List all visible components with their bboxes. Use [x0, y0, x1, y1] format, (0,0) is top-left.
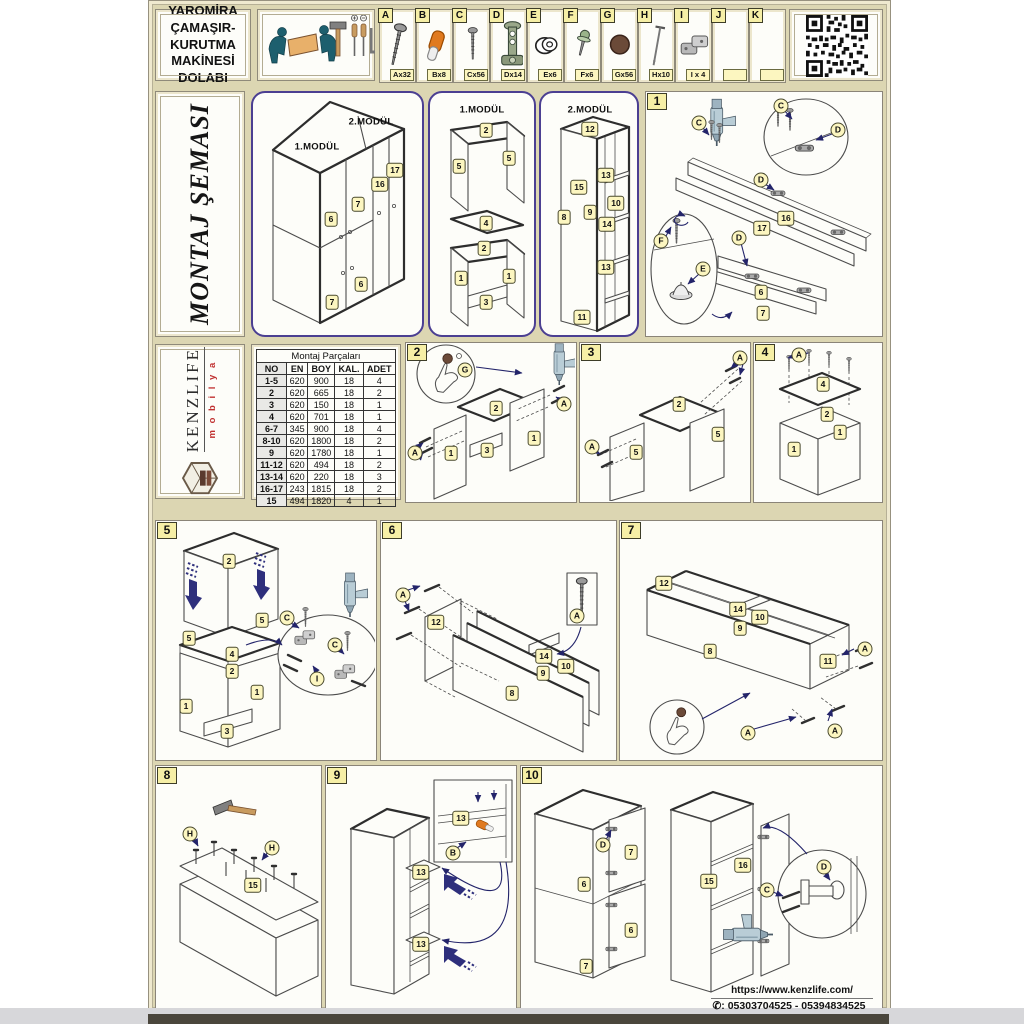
letter-badge: D	[754, 173, 769, 188]
brand-subtitle: m o b i l y a	[206, 360, 218, 438]
table-row	[257, 387, 396, 399]
part-badge: 8	[506, 686, 519, 701]
step-number: 9	[327, 767, 347, 784]
part-badge: 13	[597, 260, 614, 275]
part-badge: 4	[480, 216, 493, 231]
cell: 18	[335, 447, 363, 459]
schema-title-box	[155, 91, 245, 337]
schema-title: MONTAJ ŞEMASI	[185, 103, 214, 325]
part-badge: 15	[244, 878, 261, 893]
cell: 1	[363, 399, 395, 411]
cam-bracket-icon	[495, 16, 523, 70]
brand-hexagon-logo	[181, 459, 219, 497]
table-row	[257, 471, 396, 483]
website-link[interactable]: https://www.kenzlife.com/	[711, 985, 873, 999]
cell: 13-14	[257, 471, 287, 483]
part-badge: 16	[734, 858, 751, 873]
hardware-count: Ax32	[390, 69, 414, 81]
letter-badge: A	[858, 642, 873, 657]
step-number: 7	[621, 522, 641, 539]
step-4-diagram	[754, 343, 881, 501]
hardware-item-f	[564, 9, 601, 83]
table-row	[257, 423, 396, 435]
qr-box	[789, 9, 883, 81]
part-badge: 12	[655, 576, 672, 591]
part-badge: 13	[412, 865, 429, 880]
part-badge: 9	[537, 666, 550, 681]
overview-module2-panel	[539, 91, 639, 337]
part-badge: 17	[386, 163, 403, 178]
letter-badge: G	[458, 363, 473, 378]
part-badge: 1	[251, 685, 264, 700]
tools-box	[257, 9, 375, 81]
cell: 620	[287, 435, 308, 447]
letter-badge: E	[696, 262, 711, 277]
grommet-icon	[531, 31, 561, 59]
cell: 620	[287, 399, 308, 411]
part-badge: 4	[226, 647, 239, 662]
nail-icon	[646, 20, 668, 68]
cell: 620	[287, 447, 308, 459]
hardware-item-g	[601, 9, 638, 83]
part-badge: 14	[729, 602, 746, 617]
step-6-diagram	[381, 521, 615, 759]
letter-badge: H	[265, 841, 280, 856]
part-badge: 3	[480, 295, 493, 310]
cell: 4	[363, 375, 395, 387]
brand-logo-box	[155, 344, 245, 499]
hardware-item-k	[749, 9, 786, 83]
part-badge: 2	[673, 397, 686, 412]
hinge-icon	[678, 31, 710, 59]
letter-badge: H	[183, 827, 198, 842]
cell: 2	[257, 387, 287, 399]
table-row	[257, 483, 396, 495]
step-6-panel	[380, 520, 617, 761]
part-badge: 14	[598, 217, 615, 232]
part-badge: 16	[777, 211, 794, 226]
part-badge: 2	[226, 664, 239, 679]
overview-full-cabinet-panel	[251, 91, 424, 337]
hardware-count: Cx56	[464, 69, 488, 81]
part-badge: 7	[352, 197, 365, 212]
letter-badge: A	[741, 726, 756, 741]
col-header: KAL.	[335, 363, 363, 375]
table-row	[257, 435, 396, 447]
phone-numbers	[699, 1000, 879, 1012]
dowel-icon	[421, 21, 449, 67]
step-9-diagram	[326, 766, 515, 1007]
part-badge: 16	[371, 177, 388, 192]
table-row	[257, 375, 396, 387]
hardware-letter: K	[748, 8, 763, 23]
hardware-count	[723, 69, 747, 81]
pan-screw-icon	[572, 25, 594, 63]
overview-module1-panel	[428, 91, 536, 337]
part-badge: 5	[630, 445, 643, 460]
hardware-item-b	[416, 9, 453, 83]
cell: 18	[335, 375, 363, 387]
module2-title: 2.MODÜL	[567, 104, 613, 116]
cell: 1	[363, 447, 395, 459]
part-badge: 10	[751, 610, 768, 625]
letter-badge: A	[585, 440, 600, 455]
letter-badge: A	[570, 609, 585, 624]
cell: 665	[308, 387, 335, 399]
part-badge: 14	[535, 649, 552, 664]
part-badge: 5	[712, 427, 725, 442]
phone-icon: ✆	[712, 1000, 722, 1012]
letter-badge: D	[817, 860, 832, 875]
step-number: 1	[647, 93, 667, 110]
cell: 620	[287, 375, 308, 387]
part-badge: 9	[734, 621, 747, 636]
part-badge: 11	[820, 654, 837, 669]
step-7-panel	[619, 520, 883, 761]
module2-label: 2.MODÜL	[348, 116, 394, 128]
cell: 900	[308, 375, 335, 387]
cell: 4	[257, 411, 287, 423]
hardware-count: I x 4	[686, 69, 710, 81]
sheet-background	[148, 0, 891, 1012]
letter-badge: D	[831, 123, 846, 138]
cell: 15	[257, 495, 287, 507]
cell: 1815	[308, 483, 335, 495]
part-badge: 7	[580, 959, 593, 974]
cell: 345	[287, 423, 308, 435]
col-header: NO	[257, 363, 287, 375]
part-badge: 5	[256, 613, 269, 628]
cell: 8-10	[257, 435, 287, 447]
cell: 2	[363, 483, 395, 495]
table-row	[257, 399, 396, 411]
part-badge: 6	[755, 285, 768, 300]
part-badge: 8	[704, 644, 717, 659]
part-badge: 10	[557, 659, 574, 674]
cell: 1780	[308, 447, 335, 459]
part-badge: 3	[221, 724, 234, 739]
part-badge: 2	[821, 407, 834, 422]
cell: 3	[363, 471, 395, 483]
letter-badge: A	[408, 446, 423, 461]
cell: 494	[308, 459, 335, 471]
cell: 620	[287, 411, 308, 423]
letter-badge: I	[310, 672, 325, 687]
cell: 18	[335, 471, 363, 483]
hardware-count: Hx10	[649, 69, 673, 81]
cell: 243	[287, 483, 308, 495]
hardware-item-d	[490, 9, 527, 83]
col-header: ADET	[363, 363, 395, 375]
cell: 220	[308, 471, 335, 483]
step-number: 5	[157, 522, 177, 539]
step-3-diagram	[580, 343, 749, 501]
step-2-panel	[405, 342, 577, 503]
parts-table-box	[251, 344, 401, 506]
step-number: 3	[581, 344, 601, 361]
cell: 1-5	[257, 375, 287, 387]
letter-badge: D	[732, 231, 747, 246]
hardware-letter: B	[415, 8, 430, 23]
part-badge: 5	[183, 631, 196, 646]
step-10-panel	[520, 765, 883, 1012]
cell: 11-12	[257, 459, 287, 471]
cell: 150	[308, 399, 335, 411]
cell: 4	[335, 495, 363, 507]
letter-badge: A	[828, 724, 843, 739]
part-badge: 3	[481, 443, 494, 458]
hardware-letter: D	[489, 8, 504, 23]
step-7-diagram	[620, 521, 881, 759]
step-9-panel	[325, 765, 517, 1009]
step-8-panel	[155, 765, 322, 1009]
cell: 620	[287, 459, 308, 471]
part-badge: 6	[578, 877, 591, 892]
cell: 2	[363, 459, 395, 471]
hardware-count	[760, 69, 784, 81]
parts-table-title: Montaj Parçaları	[257, 350, 396, 363]
qr-code	[806, 15, 868, 77]
cell: 1820	[308, 495, 335, 507]
step-number: 8	[157, 767, 177, 784]
hardware-item-e	[527, 9, 564, 83]
part-badge: 12	[581, 122, 598, 137]
col-header: EN	[287, 363, 308, 375]
cell: 3	[257, 399, 287, 411]
letter-badge: A	[792, 348, 807, 363]
cell: 18	[335, 399, 363, 411]
hardware-count: Ex6	[538, 69, 562, 81]
cell: 1	[363, 411, 395, 423]
letter-badge: D	[596, 838, 611, 853]
cover-cap-icon	[607, 32, 633, 58]
step-number: 4	[755, 344, 775, 361]
part-badge: 4	[817, 377, 830, 392]
cell: 18	[335, 459, 363, 471]
part-badge: 2	[223, 554, 236, 569]
part-badge: 13	[412, 937, 429, 952]
step-5-panel	[155, 520, 377, 761]
cell: 2	[363, 387, 395, 399]
part-badge: 11	[574, 310, 591, 325]
cell: 18	[335, 411, 363, 423]
part-badge: 1	[503, 269, 516, 284]
letter-badge: B	[446, 846, 461, 861]
phone-text: : 05303704525 - 05394834525	[721, 1000, 866, 1012]
cell: 18	[335, 387, 363, 399]
letter-badge: A	[557, 397, 572, 412]
step-number: 10	[522, 767, 542, 784]
letter-badge: C	[280, 611, 295, 626]
part-badge: 15	[570, 180, 587, 195]
hardware-letter: G	[600, 8, 615, 23]
cell: 6-7	[257, 423, 287, 435]
cell: 4	[363, 423, 395, 435]
letter-badge: A	[733, 351, 748, 366]
hardware-count: Gx56	[612, 69, 636, 81]
part-badge: 1	[180, 699, 193, 714]
parts-table	[256, 349, 396, 507]
part-badge: 12	[427, 615, 444, 630]
part-badge: 7	[326, 295, 339, 310]
part-badge: 13	[452, 811, 469, 826]
part-badge: 6	[355, 277, 368, 292]
module1-title: 1.MODÜL	[459, 104, 505, 116]
hardware-item-a	[379, 9, 416, 83]
cell: 18	[335, 435, 363, 447]
tools-illustration	[258, 10, 376, 82]
hardware-letter: I	[674, 8, 689, 23]
brand-name: KENZLIFE	[183, 347, 205, 452]
part-badge: 10	[607, 196, 624, 211]
cell: 18	[335, 423, 363, 435]
cell: 900	[308, 423, 335, 435]
table-row	[257, 459, 396, 471]
step-2-diagram	[406, 343, 575, 501]
hardware-letter: H	[637, 8, 652, 23]
screwdriver-icons	[352, 15, 367, 56]
hardware-item-h	[638, 9, 675, 83]
cell: 2	[363, 435, 395, 447]
table-row	[257, 411, 396, 423]
letter-badge: A	[396, 588, 411, 603]
part-badge: 1	[788, 442, 801, 457]
hardware-letter: F	[563, 8, 578, 23]
letter-badge: C	[328, 638, 343, 653]
part-badge: 17	[753, 221, 770, 236]
allen-key-icon	[371, 28, 375, 52]
product-title: YAROMİRA ÇAMAŞIR- KURUTMA MAKİNESİ DOLABI	[168, 2, 238, 86]
module1-label: 1.MODÜL	[294, 141, 340, 153]
step-number: 2	[407, 344, 427, 361]
table-row	[257, 447, 396, 459]
cell: 18	[335, 483, 363, 495]
part-badge: 13	[597, 168, 614, 183]
hardware-item-i	[675, 9, 712, 83]
bottom-dark-bar	[148, 1014, 889, 1024]
hardware-count: Bx8	[427, 69, 451, 81]
cell: 620	[287, 387, 308, 399]
product-title-box	[155, 2, 251, 86]
cell: 1800	[308, 435, 335, 447]
part-badge: 1	[445, 446, 458, 461]
part-badge: 7	[757, 306, 770, 321]
hardware-letter: J	[711, 8, 726, 23]
screw-icon	[462, 23, 482, 65]
letter-badge: C	[774, 99, 789, 114]
step-1-panel	[645, 91, 883, 337]
part-badge: 9	[584, 205, 597, 220]
part-badge: 5	[503, 151, 516, 166]
letter-badge: C	[692, 116, 707, 131]
part-badge: 8	[558, 210, 571, 225]
part-badge: 1	[455, 271, 468, 286]
part-badge: 5	[453, 159, 466, 174]
full-cabinet-diagram	[253, 93, 426, 339]
cell: 16-17	[257, 483, 287, 495]
hardware-item-c	[453, 9, 490, 83]
hardware-count: Fx6	[575, 69, 599, 81]
hardware-item-j	[712, 9, 749, 83]
hardware-letter: C	[452, 8, 467, 23]
step-8-diagram	[156, 766, 320, 1007]
step-3-panel	[579, 342, 751, 503]
hardware-count: Dx14	[501, 69, 525, 81]
long-screw-icon	[385, 19, 411, 69]
part-badge: 6	[625, 923, 638, 938]
cell: 1	[363, 495, 395, 507]
col-header: BOY	[308, 363, 335, 375]
hardware-letter: A	[378, 8, 393, 23]
part-badge: 15	[700, 874, 717, 889]
step-4-panel	[753, 342, 883, 503]
part-badge: 7	[625, 845, 638, 860]
part-badge: 1	[834, 425, 847, 440]
part-badge: 2	[478, 241, 491, 256]
part-badge: 2	[490, 401, 503, 416]
cell: 701	[308, 411, 335, 423]
part-badge: 2	[480, 123, 493, 138]
step-number: 6	[382, 522, 402, 539]
hardware-letter: E	[526, 8, 541, 23]
letter-badge: C	[760, 883, 775, 898]
cell: 494	[287, 495, 308, 507]
table-row	[257, 495, 396, 507]
part-badge: 6	[325, 212, 338, 227]
cell: 9	[257, 447, 287, 459]
letter-badge: F	[654, 234, 669, 249]
part-badge: 1	[528, 431, 541, 446]
cell: 620	[287, 471, 308, 483]
